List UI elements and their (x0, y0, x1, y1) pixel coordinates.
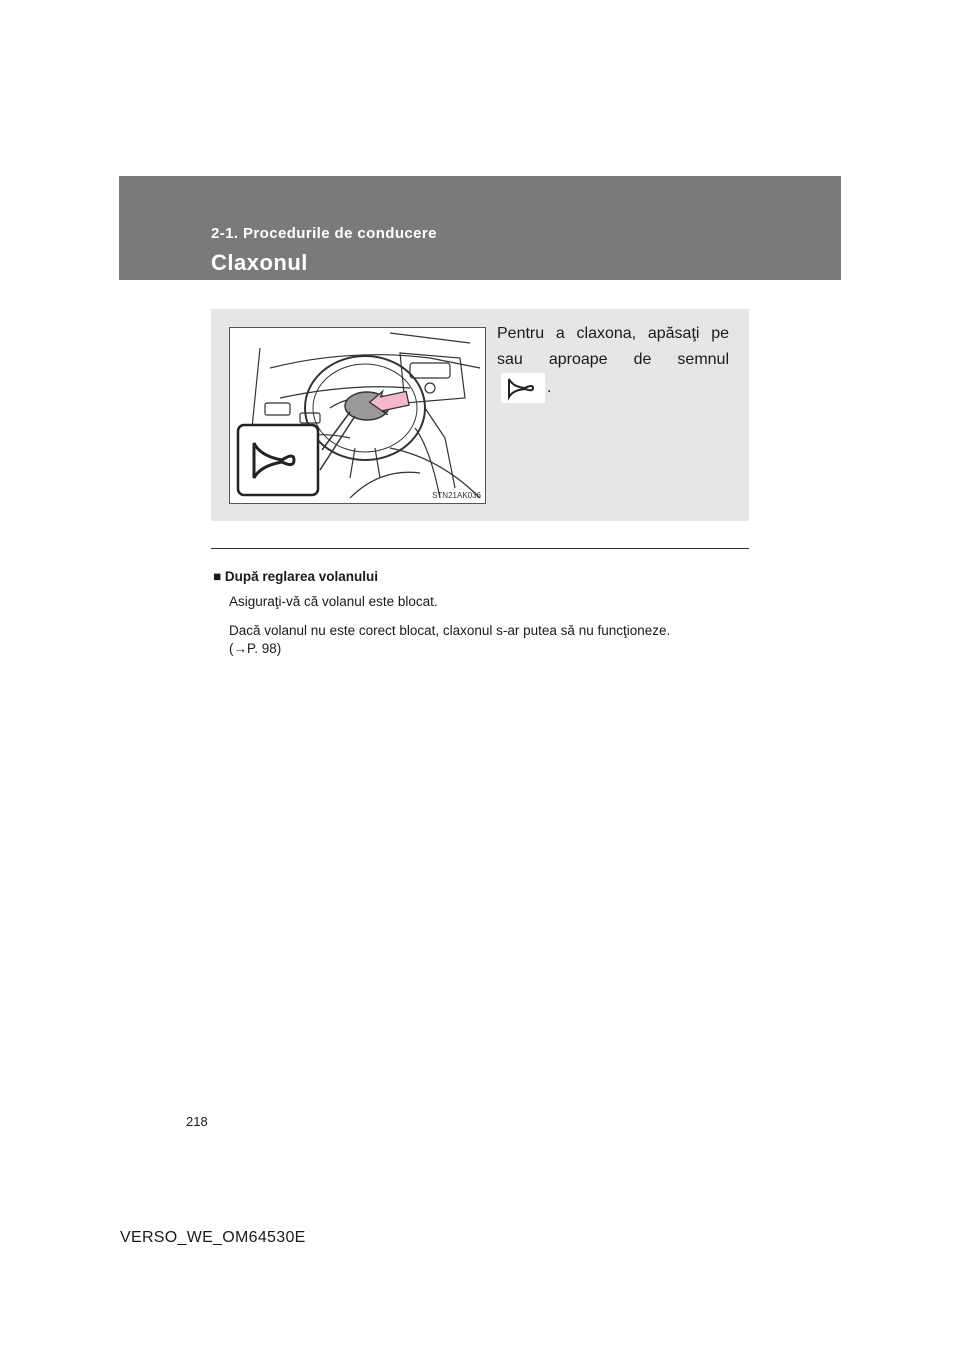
instruction-line3-wrap (497, 373, 729, 403)
instruction-line3: . (547, 379, 552, 397)
document-code: VERSO_WE_OM64530E (120, 1229, 306, 1246)
note-heading-text: După reglarea volanului (224, 569, 378, 584)
note-heading (213, 569, 378, 584)
divider (211, 548, 749, 549)
instruction-text (497, 321, 729, 403)
note-line2: Dacă volanul nu este corect blocat, claxonul s-ar putea să nu funcţioneze. (229, 623, 671, 638)
horn-icon (238, 425, 318, 495)
steering-wheel-drawing (230, 328, 485, 503)
page-number: 218 (186, 1114, 208, 1129)
section-label: 2-1. Procedurile de conducere (211, 225, 437, 242)
note-line1: Asiguraţi-vă că volanul este blocat. (229, 594, 438, 609)
page-reference[interactable]: (→P. 98) (229, 641, 282, 656)
instruction-line1: Pentru a claxona, apăsaţi pe (497, 325, 729, 342)
figure-code: STN21AK036 (432, 491, 481, 500)
bullet-icon: ■ (213, 569, 222, 584)
page-title: Claxonul (211, 250, 308, 275)
horn-illustration (229, 327, 486, 504)
instruction-line2: sau aproape de semnul (497, 351, 729, 368)
horn-icon (501, 373, 545, 403)
